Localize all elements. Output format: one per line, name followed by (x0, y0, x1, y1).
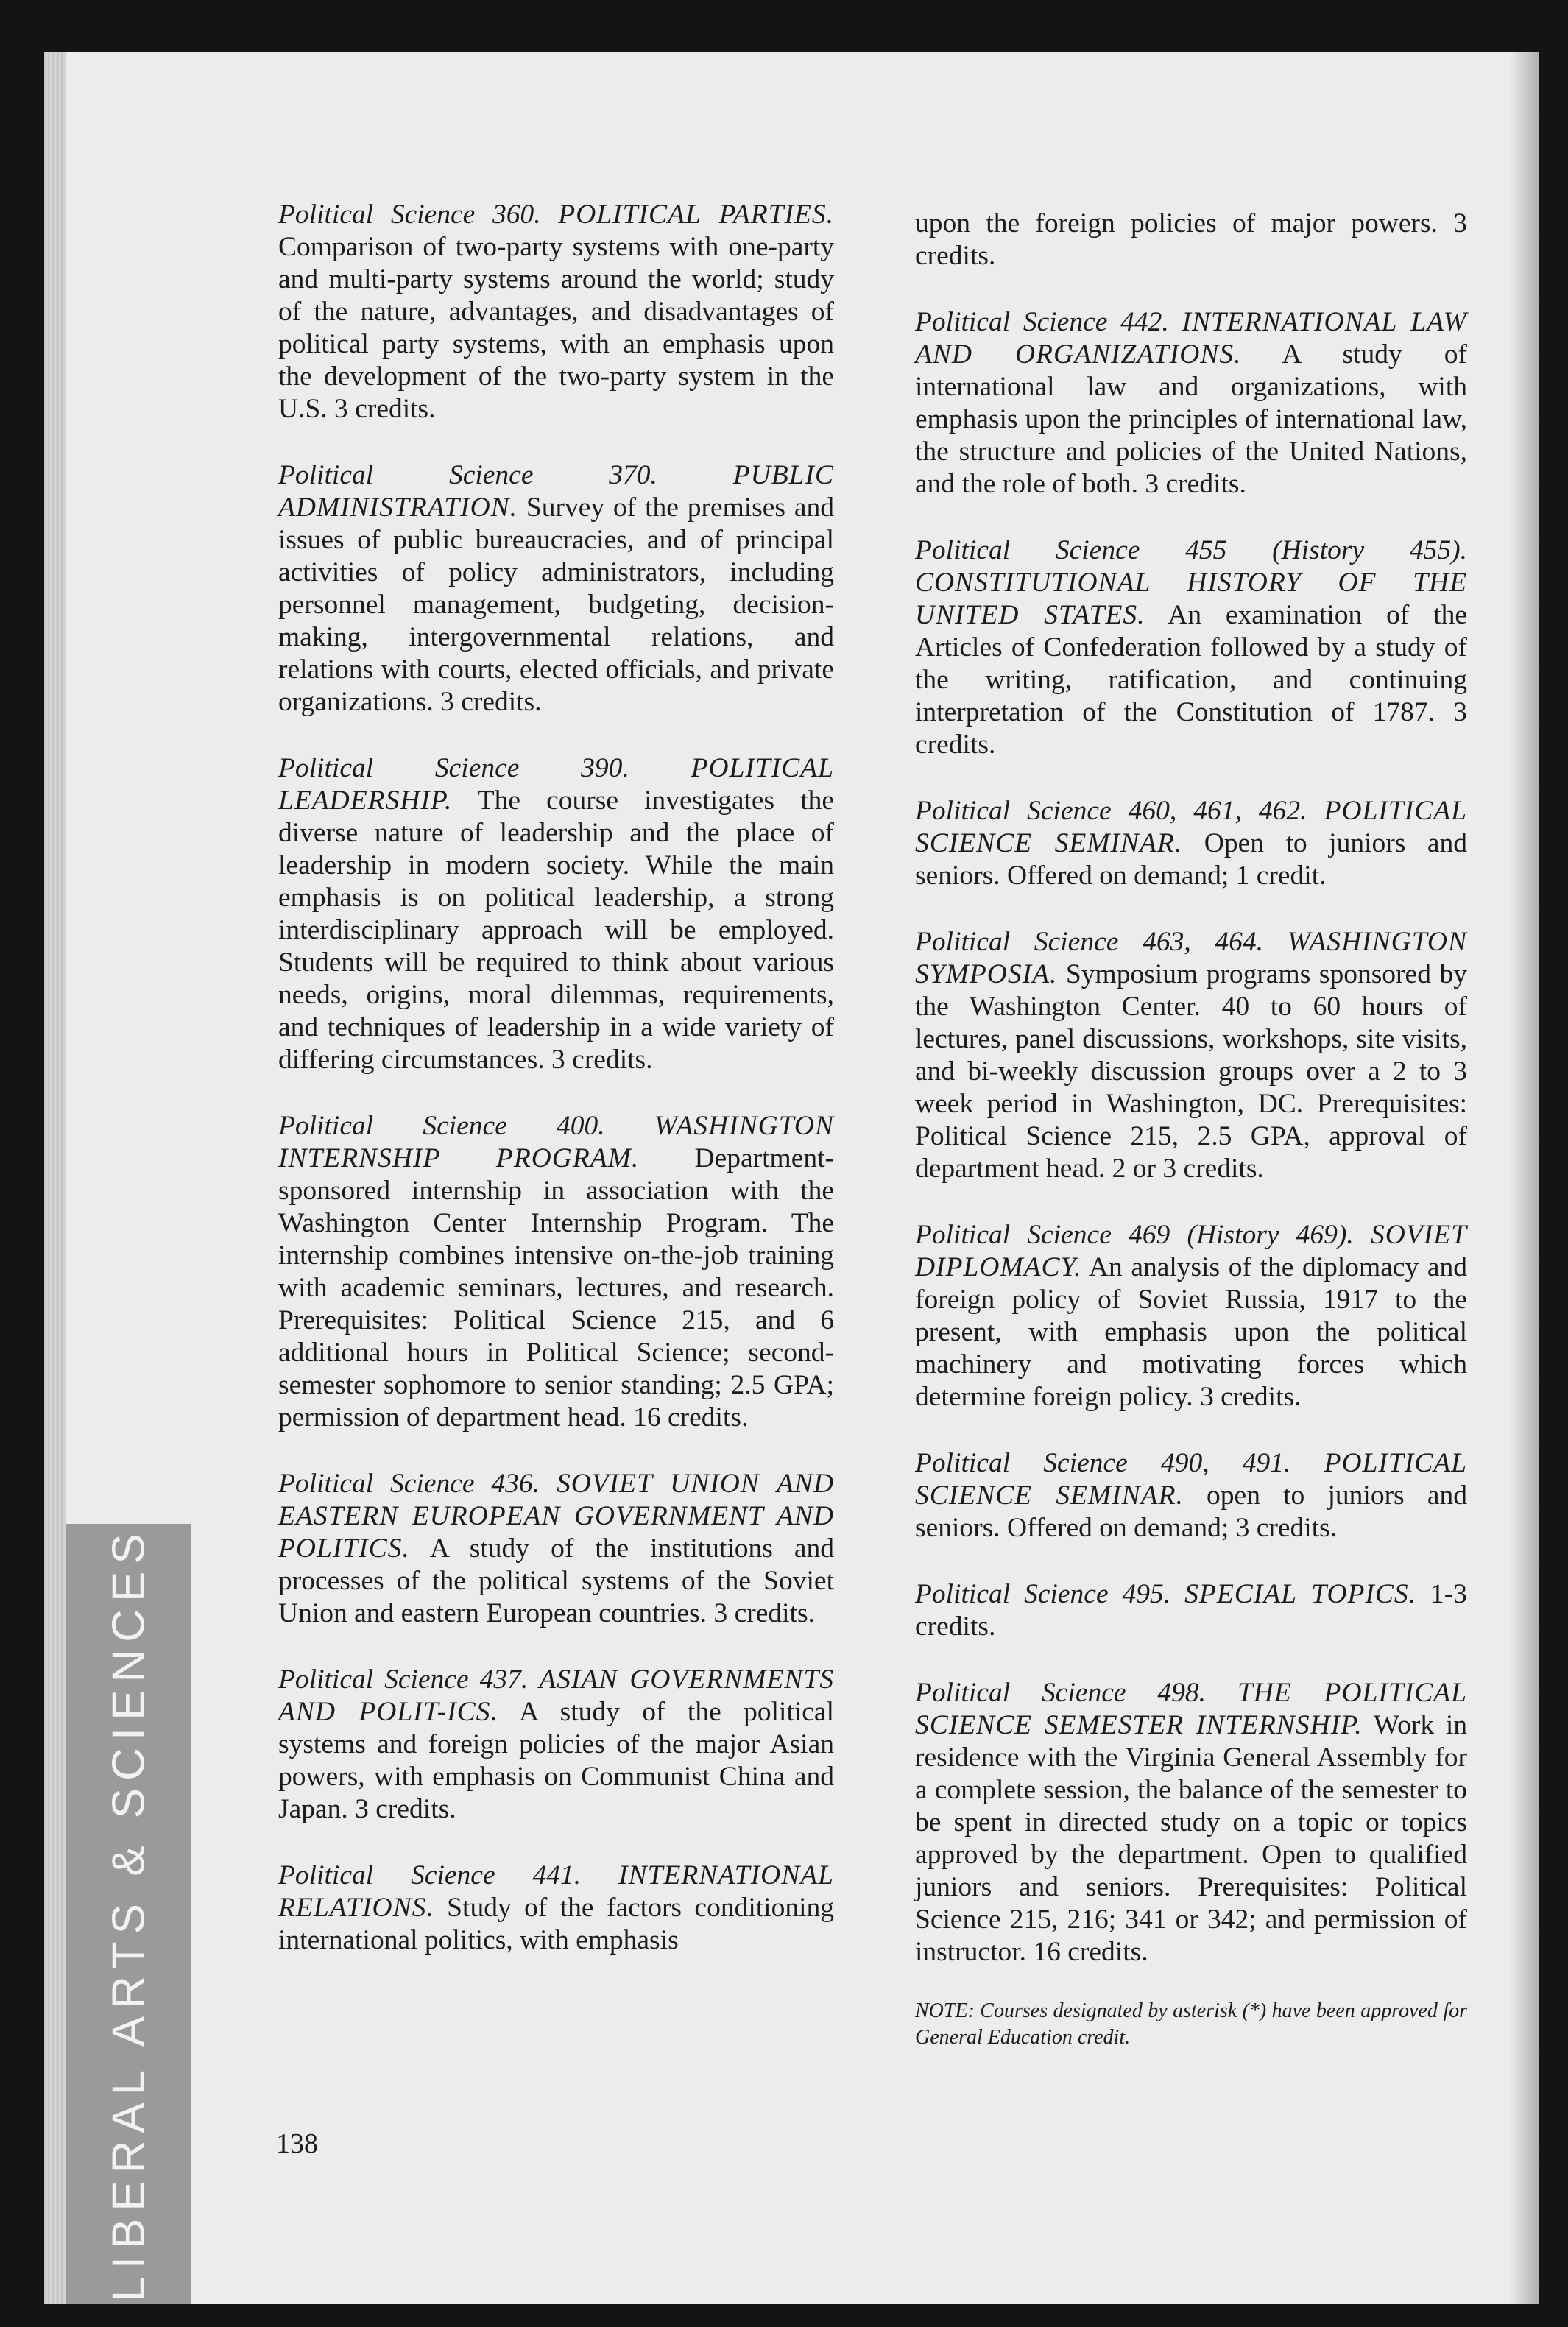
course-description: 1-3 credits. (915, 1579, 1468, 1642)
course-entry-continued (915, 208, 1467, 272)
page-stack-edge (44, 52, 66, 2304)
course-entry (915, 1677, 1467, 1968)
course-number: Political Science 360. (278, 199, 541, 230)
course-number: Political Science 455 (History 455). (915, 535, 1467, 565)
course-description: Open to juniors and seniors. Offered on demand; 1 credit. (915, 828, 1468, 891)
course-description: A study of international law and organizations, with emphasis upon the principles of international law, the structure and policies of the United Nations, and the role of both. 3 credits. (915, 339, 1467, 499)
course-entry (915, 926, 1467, 1185)
section-side-tab-label: LIBERAL ARTS & SCIENCES (103, 1526, 155, 2302)
course-description: A study of the institutions and processes of the political systems of the Soviet Union and eastern European countries. 3 credits. (278, 1533, 834, 1628)
course-description: The course investigates the diverse nature of leadership and the place of leadership in modern society. While the main emphasis is on political leadership, a strong interdisciplinary approach will be employed. Students will be required to think about various needs, origins, moral dilemmas, requirements, and techniques of leadership in a wide variety of differing circumstances. 3 credits. (278, 785, 835, 1075)
course-number: Political Science 437. (278, 1664, 529, 1695)
right-column (915, 208, 1467, 2072)
course-entry (278, 459, 834, 718)
course-title: CONSTITUTIONAL HISTORY OF THE UNITED STATES. (915, 568, 1467, 630)
course-title: POLITICAL SCIENCE SEMINAR. (915, 1448, 1468, 1511)
course-number: Political Science 436. (278, 1469, 540, 1499)
course-number: Political Science 498. (915, 1678, 1206, 1708)
course-entry (278, 1468, 834, 1630)
course-description: Symposium programs sponsored by the Washington Center. 40 to 60 hours of lectures, panel discussions, workshops, site visits, and bi-weekly discussion groups over a 2 to 3 week period in Washington, DC. Prerequisites: Political Science 215, 2.5 GPA, approval of department head. 2 or 3 credits. (915, 959, 1467, 1184)
course-entry (915, 1219, 1467, 1413)
page-number: 138 (276, 2128, 318, 2159)
course-description: Survey of the premises and issues of public bureaucracies, and of principal activities of policy administrators, including personnel management, budgeting, decision-making, intergovernmental relations, and relations with courts, elected officials, and private organizations. 3 credits. (278, 492, 835, 717)
course-title: INTERNATIONAL LAW AND ORGANIZATIONS. (915, 307, 1468, 370)
course-number: Political Science 460, 461, 462. (915, 796, 1307, 826)
left-column (278, 199, 834, 1991)
course-entry (278, 1860, 834, 1957)
course-description: Work in residence with the Virginia General Assembly for a complete session, the balance of the semester to be spent in directed study on a topic or topics approved by the department. Open to qualified juniors and seniors. Prerequisites: Political Science 215, 216; 341 or 342; and permission of instructor. 16 credits. (915, 1710, 1467, 1967)
course-title: INTERNATIONAL RELATIONS. (278, 1860, 835, 1923)
course-number: Political Science 442. (915, 307, 1169, 337)
course-title: THE POLITICAL SCIENCE SEMESTER INTERNSHIP. (915, 1678, 1467, 1740)
course-title: POLITICAL PARTIES. (558, 199, 834, 230)
course-title: PUBLIC ADMINISTRATION. (278, 460, 834, 523)
course-number: Political Science 463, 464. (915, 927, 1264, 957)
course-entry (278, 199, 834, 426)
course-description: An analysis of the diplomacy and foreign policy of Soviet Russia, 1917 to the present, with emphasis upon the political machinery and motivating forces which determine foreign policy. 3 credits. (915, 1252, 1467, 1412)
course-description: Comparison of two-party systems with one-party and multi-party systems around the world; study of the nature, advantages, and disadvantages of political party systems, with an emphasis upon the development of the two-party system in the U.S. 3 credits. (278, 232, 834, 424)
course-entry (915, 306, 1467, 501)
course-entry (915, 534, 1467, 761)
course-description: upon the foreign policies of major powers. 3 credits. (915, 208, 1467, 271)
course-title: ASIAN GOVERNMENTS AND POLIT-ICS. (278, 1664, 834, 1727)
course-title: POLITICAL SCIENCE SEMINAR. (915, 796, 1468, 858)
course-number: Political Science 469 (History 469). (915, 1220, 1354, 1250)
course-entry (915, 795, 1467, 892)
course-description: Study of the factors conditioning international politics, with emphasis (278, 1893, 835, 1955)
course-number: Political Science 390. (278, 753, 629, 783)
course-number: Political Science 400. (278, 1111, 605, 1141)
course-title: SOVIET DIPLOMACY. (915, 1220, 1467, 1282)
course-number: Political Science 441. (278, 1860, 582, 1890)
course-entry (278, 1110, 834, 1434)
course-title: WASHINGTON SYMPOSIA. (915, 927, 1468, 989)
course-entry (915, 1578, 1467, 1643)
course-number: Political Science 495. (915, 1579, 1171, 1609)
course-title: SPECIAL TOPICS. (1184, 1579, 1417, 1609)
course-title: SOVIET UNION AND EASTERN EUROPEAN GOVERNMENT AND POLITICS. (278, 1469, 835, 1564)
course-description: Department-sponsored internship in association with the Washington Center Internship Program. The internship combines intensive on-the-job training with academic seminars, lectures, and research. Prerequisites: Political Science 215, and 6 additional hours in Political Science; second-semester sophomore to senior standing; 2.5 GPA; permission of department head. 16 credits. (278, 1143, 834, 1433)
section-side-tab (66, 1524, 191, 2304)
course-entry (278, 1664, 834, 1826)
course-entry (278, 752, 834, 1076)
spine-shadow (1509, 52, 1539, 2304)
course-number: Political Science 370. (278, 460, 657, 490)
course-description: An examination of the Articles of Confederation followed by a study of the writing, ratification, and continuing interpretation of the Constitution of 1787. 3 credits. (915, 600, 1467, 760)
course-title: WASHINGTON INTERNSHIP PROGRAM. (278, 1111, 834, 1173)
general-education-note: NOTE: Courses designated by asterisk (*) have been approved for General Education credit. (915, 1999, 1467, 2049)
course-description: open to juniors and seniors. Offered on demand; 3 credits. (915, 1480, 1467, 1543)
course-title: POLITICAL LEADERSHIP. (278, 753, 835, 816)
course-description: A study of the political systems and foreign policies of the major Asian powers, with emphasis on Communist China and Japan. 3 credits. (278, 1697, 834, 1824)
course-entry (915, 1447, 1467, 1544)
course-number: Political Science 490, 491. (915, 1448, 1291, 1478)
